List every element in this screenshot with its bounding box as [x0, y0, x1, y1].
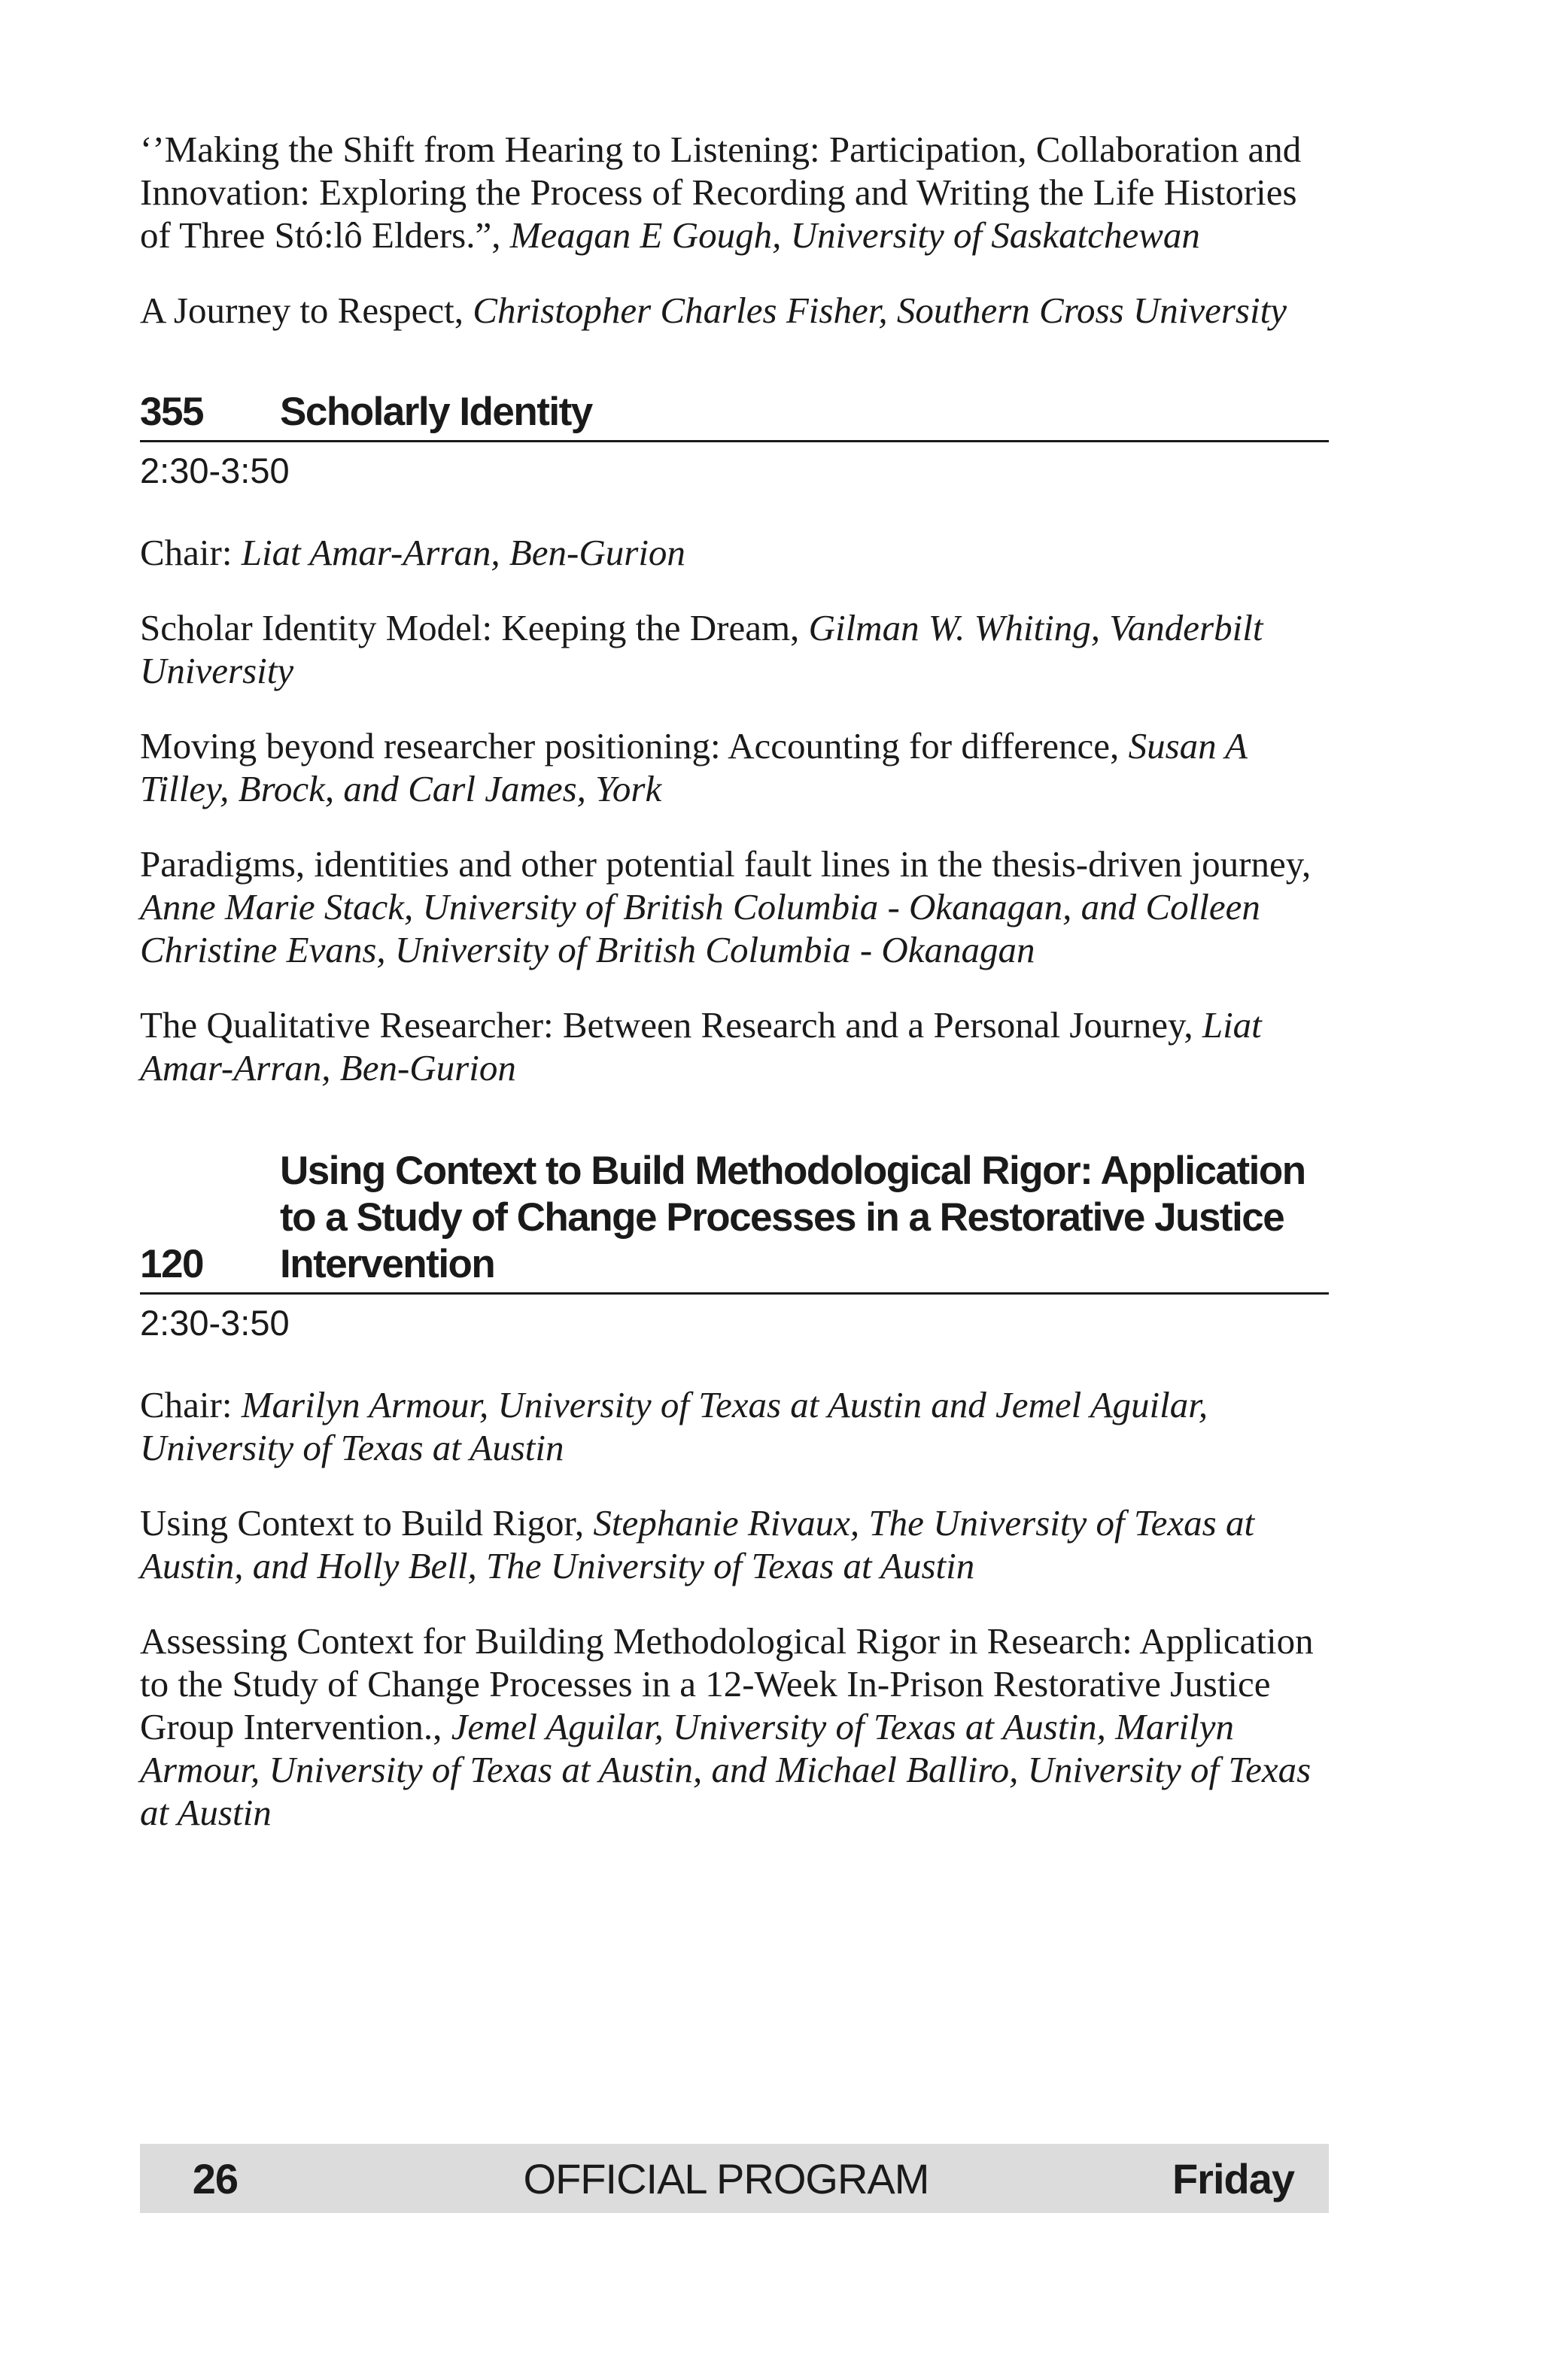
paper-authors: Meagan E Gough, University of Saskatchewan	[509, 214, 1200, 256]
paper-entry	[140, 724, 1329, 810]
paper-authors: Liat Amar-Arran, Ben-Gurion	[140, 1004, 1262, 1088]
session-chair	[140, 1383, 1329, 1469]
session-header	[140, 389, 1329, 442]
paper-title: Paradigms, identities and other potential fault lines in the thesis-driven journey,	[140, 843, 1312, 885]
chair-label: Chair:	[140, 532, 242, 573]
paper-title: Moving beyond researcher positioning: Accounting for difference,	[140, 725, 1129, 767]
chair-label: Chair:	[140, 1384, 242, 1425]
page-number: 26	[192, 2154, 238, 2202]
paper-title: The Qualitative Researcher: Between Research and a Personal Journey,	[140, 1004, 1202, 1046]
paper-entry	[140, 1501, 1329, 1587]
paper-authors: Susan A Tilley, Brock, and Carl James, York	[140, 725, 1248, 809]
paper-entry	[140, 1620, 1329, 1834]
session-time: 2:30-3:50	[140, 451, 290, 490]
paper-title: A Journey to Respect,	[140, 290, 473, 331]
session-chair	[140, 531, 1329, 574]
footer-title: OFFICIAL PROGRAM	[523, 2154, 929, 2202]
page-footer	[140, 2144, 1329, 2213]
session-header	[140, 1148, 1329, 1295]
paper-entry	[140, 1003, 1329, 1089]
paper-entry	[140, 128, 1329, 257]
session-title: Scholarly Identity	[280, 390, 592, 434]
footer-day: Friday	[1172, 2154, 1294, 2202]
paper-title: ‘’Making the Shift from Hearing to Listening: Participation, Collaboration and Innovation: Exploring the Process of Recording and Writing the Life Histories of Three Stó:lô Elders.”,	[140, 129, 1302, 256]
paper-title: Assessing Context for Building Methodological Rigor in Research: Application to the Study of Change Processes in a 12-Week In-Prison Restorative Justice Group Intervention.,	[140, 1620, 1314, 1747]
program-page	[140, 128, 1329, 1866]
paper-title: Scholar Identity Model: Keeping the Dream,	[140, 607, 809, 648]
chair-name: Marilyn Armour, University of Texas at Austin and Jemel Aguilar, University of Texas at Austin	[140, 1384, 1208, 1468]
session-block	[140, 389, 1329, 1089]
paper-entry	[140, 606, 1329, 692]
paper-authors: Anne Marie Stack, University of British Columbia - Okanagan, and Colleen Christine Evans, University of British Columbia - Okanagan	[140, 886, 1260, 970]
paper-entry	[140, 842, 1329, 971]
paper-authors: Jemel Aguilar, University of Texas at Austin, Marilyn Armour, University of Texas at Austin, and Michael Balliro, University of Texas at Austin	[140, 1706, 1312, 1833]
paper-authors: Christopher Charles Fisher, Southern Cross University	[473, 290, 1287, 331]
paper-title: Using Context to Build Rigor,	[140, 1502, 594, 1544]
paper-entry	[140, 289, 1329, 332]
session-block	[140, 1148, 1329, 1834]
paper-authors: Gilman W. Whiting, Vanderbilt University	[140, 607, 1263, 691]
chair-name: Liat Amar-Arran, Ben-Gurion	[241, 532, 685, 573]
session-number: 355	[140, 390, 203, 434]
session-number: 120	[140, 1242, 203, 1286]
session-title: Using Context to Build Methodological Rigor: Application to a Study of Change Processes in a Restorative Justice Intervention	[280, 1149, 1305, 1286]
paper-authors: Stephanie Rivaux, The University of Texas at Austin, and Holly Bell, The University of Texas at Austin	[140, 1502, 1255, 1586]
session-time: 2:30-3:50	[140, 1303, 290, 1343]
